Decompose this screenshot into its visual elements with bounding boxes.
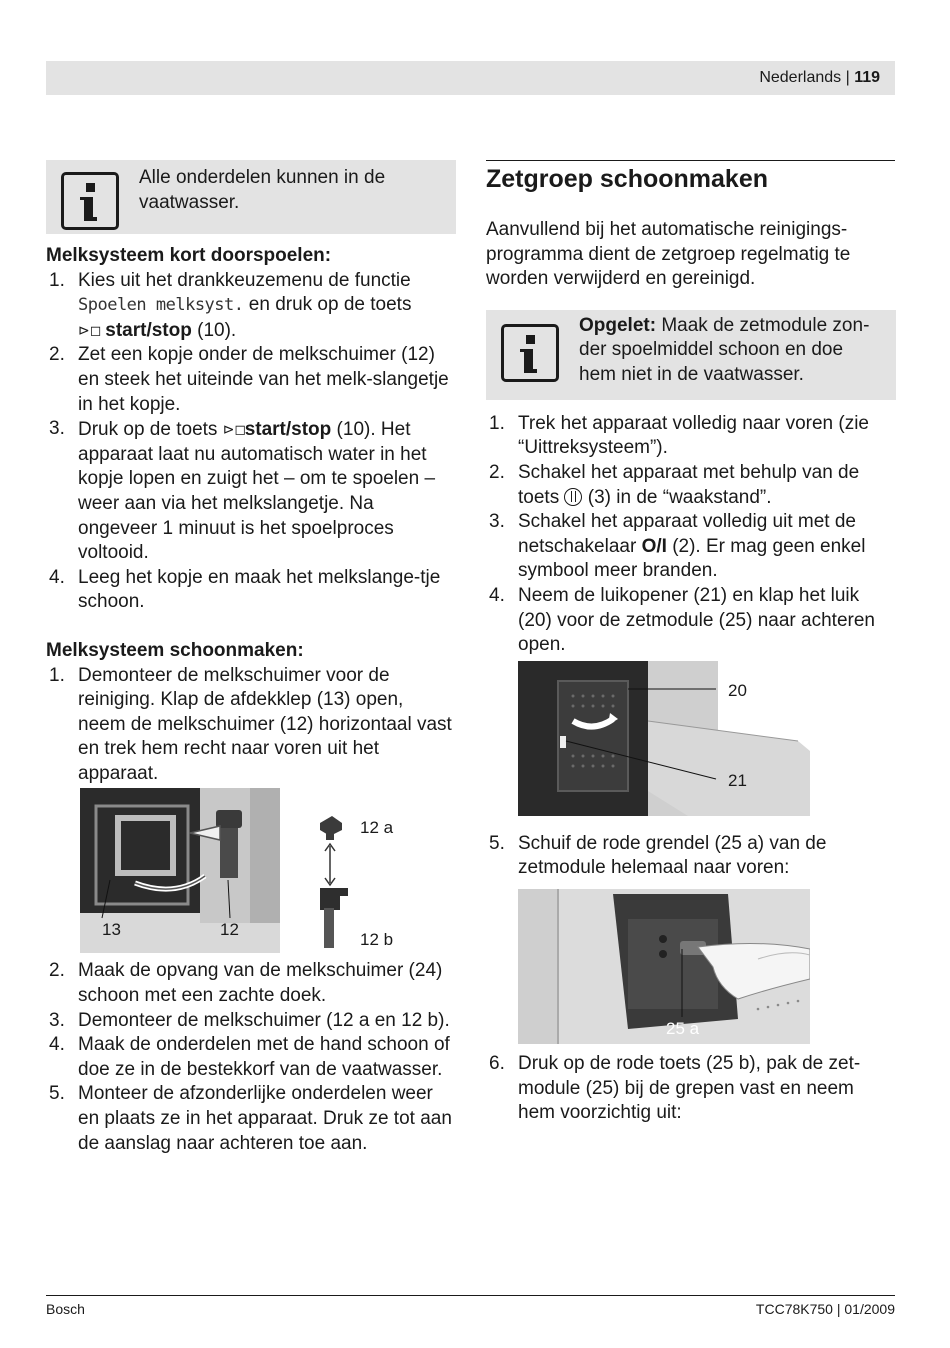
page-header xyxy=(46,61,895,95)
header-text: Nederlands | 119 xyxy=(759,69,880,86)
clean-steps xyxy=(46,664,456,787)
warning-note xyxy=(486,310,896,400)
label-12: 12 xyxy=(220,920,239,940)
list-item: 2. Maak de opvang van de melkschuimer (24) schoon met een zachte doek. xyxy=(49,960,443,1007)
list-item: 6. Druk op de rode toets (25 b), pak de zet-module (25) bij de grepen vast en neem hem voorzichtig uit: xyxy=(489,1052,861,1124)
label-13: 13 xyxy=(102,920,121,940)
note-bold: Opgelet: xyxy=(579,314,657,336)
list-item: 4. Maak de onderdelen met de hand schoon of doe ze in de bestekkorf van de vaatwasser. xyxy=(49,1034,450,1080)
section-title-rinse: Melksysteem kort doorspoelen: xyxy=(46,245,332,266)
hatch-illustration xyxy=(518,661,810,816)
power-icon xyxy=(564,488,582,506)
label-12a: 12 a xyxy=(360,818,394,838)
list-item: 4. Leeg het kopje en maak het melkslange-tje schoon. xyxy=(49,566,441,613)
info-icon xyxy=(501,324,559,382)
list-item: 3. Demonteer de melkschuimer (12 a en 12 b). xyxy=(49,1009,450,1031)
list-item: 2. Zet een kopje onder de melkschuimer (12) en steek het uiteinde van het melk-slangetje in het kopje. xyxy=(49,344,449,415)
display-text: Spoelen melksyst. xyxy=(78,295,244,316)
footer-rule xyxy=(46,1295,895,1296)
page-number: 119 xyxy=(854,69,880,86)
header-language: Nederlands xyxy=(759,69,842,86)
note-text: Alle onderdelen kunnen in de vaatwasser. xyxy=(139,167,386,213)
note-text: Maak de zetmodule zon-der spoelmiddel schoon en doe hem niet in de vaatwasser. xyxy=(579,314,870,385)
clean-steps-continued xyxy=(46,959,456,1156)
list-item: 1. Kies uit het drankkeuzemenu de functie Spoelen melksyst. en druk op de toets ⊳◻ start/stop (10). xyxy=(49,269,412,341)
figure-milk-frother xyxy=(80,788,400,953)
section-title-clean: Melksysteem schoonmaken: xyxy=(46,639,304,661)
brew-unit-steps-6 xyxy=(486,1052,896,1126)
list-item: 4. Neem de luikopener (21) en klap het luik (20) voor de zetmodule (25) naar achteren open. xyxy=(489,584,875,656)
rinse-steps xyxy=(46,269,456,615)
brew-unit-steps xyxy=(486,412,896,658)
list-item: 1. Trek het apparaat volledig naar voren (zie “Uittreksysteem”). xyxy=(489,412,869,459)
left-column xyxy=(46,160,456,1156)
brew-unit-steps-5 xyxy=(486,832,896,881)
list-item: 2. Schakel het apparaat met behulp van de toets (3) in de “waakstand”. xyxy=(489,461,860,508)
start-stop-icon: ⊳◻ xyxy=(78,321,102,338)
frother-illustration xyxy=(80,788,400,953)
list-item: 5. Schuif de rode grendel (25 a) van de zetmodule helemaal naar voren: xyxy=(489,832,827,879)
start-stop-icon: ⊳◻ xyxy=(222,421,247,438)
label-25a: 25 a xyxy=(666,1018,700,1038)
label-21: 21 xyxy=(728,770,747,790)
list-item: 3. Schakel het apparaat volledig uit met de netschakelaar O/I (2). Er mag geen enkel symbool meer branden. xyxy=(489,511,866,582)
list-item: 3. Druk op de toets ⊳◻start/stop (10). Het apparaat laat nu automatisch water in het kopje lopen en zuigt het – om te spoelen – weer aan via het melkslangetje. Na ongeveer 1 minuut is het spoelproces voltooid. xyxy=(49,418,436,564)
label-20: 20 xyxy=(728,680,747,700)
label-12b: 12 b xyxy=(360,930,394,950)
list-item: 1. Demonteer de melkschuimer voor de reiniging. Klap de afdekklep (13) open, neem de melkschuimer (12) horizontaal vast en trek hem recht naar voren uit het apparaat. xyxy=(49,664,452,784)
footer-brand: Bosch xyxy=(46,1301,85,1317)
latch-illustration xyxy=(518,889,810,1044)
section-rule xyxy=(486,160,895,161)
footer-doc-id: TCC78K750 | 01/2009 xyxy=(755,1301,895,1317)
section-heading: Zetgroep schoonmaken xyxy=(486,165,768,193)
right-column xyxy=(486,164,896,1126)
figure-latch xyxy=(518,889,810,1044)
intro-paragraph: Aanvullend bij het automatische reinigings-programma dient de zetgroep regelmatig te worden verwijderd en gereinigd. xyxy=(486,219,851,290)
figure-hatch xyxy=(518,661,810,816)
info-note xyxy=(46,160,456,234)
list-item: 5. Monteer de afzonderlijke onderdelen weer en plaats ze in het apparaat. Druk ze tot aan de aanslag naar achteren toe aan. xyxy=(49,1083,452,1154)
info-icon xyxy=(61,172,119,230)
